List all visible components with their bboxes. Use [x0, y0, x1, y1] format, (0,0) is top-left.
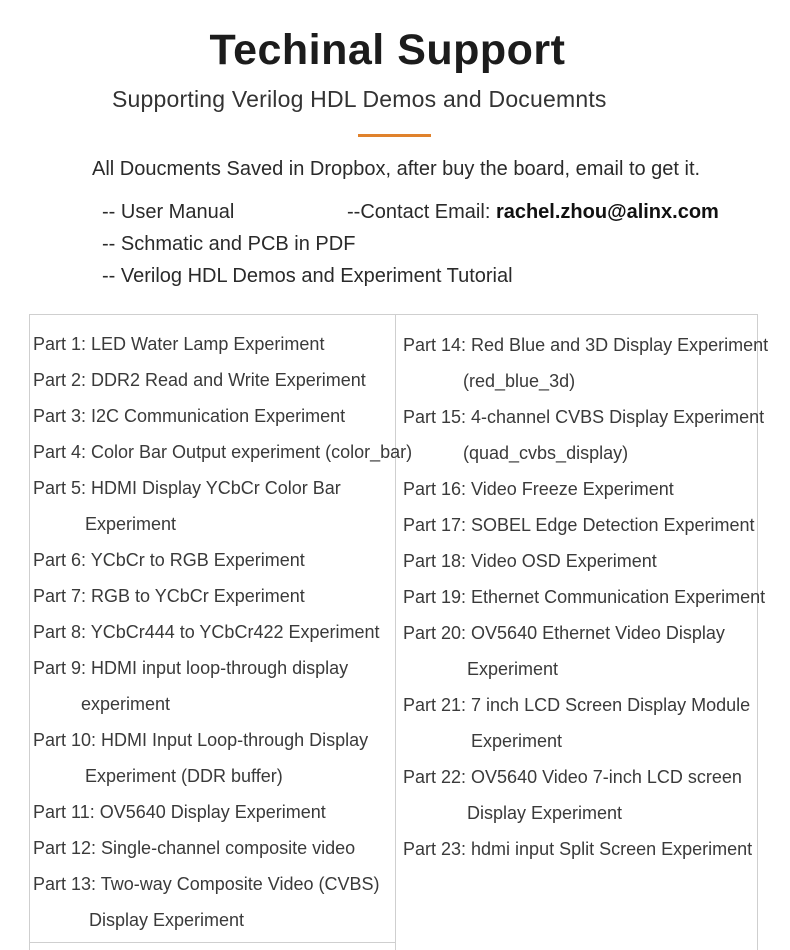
doc-verilog-demos: -- Verilog HDL Demos and Experiment Tutorial	[102, 265, 513, 287]
experiment-title: Part 15: 4-channel CVBS Display Experiment	[403, 407, 765, 427]
experiment-title: Part 22: OV5640 Video 7-inch LCD screen	[403, 767, 742, 787]
experiment-item	[403, 471, 768, 507]
experiment-item	[33, 722, 412, 794]
accent-divider	[358, 134, 431, 137]
experiment-title: Part 23: hdmi input Split Screen Experiment	[403, 839, 753, 859]
doc-user-manual: -- User Manual	[102, 201, 235, 223]
experiment-item	[33, 578, 412, 614]
experiment-item	[403, 831, 768, 867]
experiment-title-continued: Experiment	[467, 659, 559, 679]
experiment-item	[33, 470, 412, 542]
experiment-title: Part 17: SOBEL Edge Detection Experiment	[403, 515, 755, 535]
doc-schematic-pcb: -- Schmatic and PCB in PDF	[102, 233, 356, 255]
experiment-title: Part 6: YCbCr to RGB Experiment	[33, 550, 305, 570]
experiment-title: Part 16: Video Freeze Experiment	[403, 479, 674, 499]
left-experiment-list	[33, 326, 412, 938]
table-bottom-border	[29, 942, 396, 943]
experiment-item	[403, 615, 768, 687]
experiment-item	[403, 579, 768, 615]
right-experiment-list	[403, 327, 768, 867]
experiment-item	[33, 542, 412, 578]
experiment-title: Part 8: YCbCr444 to YCbCr422 Experiment	[33, 622, 380, 642]
dropbox-notice: All Doucments Saved in Dropbox, after buy the board, email to get it.	[92, 158, 701, 180]
experiment-title: Part 19: Ethernet Communication Experiment	[403, 587, 766, 607]
contact-label: --Contact Email:	[347, 201, 496, 223]
experiment-title: Part 20: OV5640 Ethernet Video Display	[403, 623, 725, 643]
experiment-title-continued: Experiment (DDR buffer)	[85, 766, 283, 786]
experiment-item	[33, 614, 412, 650]
experiment-title-continued: (quad_cvbs_display)	[463, 443, 629, 463]
experiment-title: Part 11: OV5640 Display Experiment	[33, 802, 326, 822]
experiment-item	[403, 687, 768, 759]
contact-email[interactable]: rachel.zhou@alinx.com	[495, 201, 719, 223]
experiment-title: Part 5: HDMI Display YCbCr Color Bar	[33, 478, 341, 498]
experiment-item	[403, 327, 768, 399]
experiment-title: Part 18: Video OSD Experiment	[403, 551, 657, 571]
experiment-title: Part 10: HDMI Input Loop-through Display	[33, 730, 369, 750]
experiment-item	[403, 759, 768, 831]
experiment-title: Part 7: RGB to YCbCr Experiment	[33, 586, 305, 606]
experiment-title-continued: Display Experiment	[467, 803, 623, 823]
experiment-title: Part 1: LED Water Lamp Experiment	[33, 334, 325, 354]
experiment-title-continued: Experiment	[471, 731, 563, 751]
experiment-title: Part 3: I2C Communication Experiment	[33, 406, 346, 426]
experiment-item	[33, 434, 412, 470]
experiment-item	[33, 326, 412, 362]
experiment-title-continued: Experiment	[85, 514, 177, 534]
experiment-title: Part 13: Two-way Composite Video (CVBS)	[33, 874, 380, 894]
page-subtitle: Supporting Verilog HDL Demos and Docuemnts	[112, 86, 607, 112]
experiment-title: Part 2: DDR2 Read and Write Experiment	[33, 370, 366, 390]
experiment-item	[33, 398, 412, 434]
experiment-item	[33, 794, 412, 830]
experiment-item	[33, 830, 412, 866]
experiment-title: Part 9: HDMI input loop-through display	[33, 658, 349, 678]
experiment-title: Part 21: 7 inch LCD Screen Display Module	[403, 695, 751, 715]
contact-line	[347, 201, 719, 224]
experiment-item	[33, 650, 412, 722]
experiment-item	[403, 507, 768, 543]
experiment-title: Part 4: Color Bar Output experiment (color_bar)	[33, 442, 413, 462]
experiment-title-continued: experiment	[81, 694, 171, 714]
experiment-item	[403, 399, 768, 471]
experiment-title: Part 14: Red Blue and 3D Display Experiment	[403, 335, 769, 355]
experiment-item	[33, 362, 412, 398]
experiment-title: Part 12: Single-channel composite video	[33, 838, 356, 858]
experiment-title-continued: (red_blue_3d)	[463, 371, 576, 391]
experiment-title-continued: Display Experiment	[89, 910, 245, 930]
page-title: Techinal Support	[209, 26, 566, 74]
experiment-item	[33, 866, 412, 938]
experiment-item	[403, 543, 768, 579]
